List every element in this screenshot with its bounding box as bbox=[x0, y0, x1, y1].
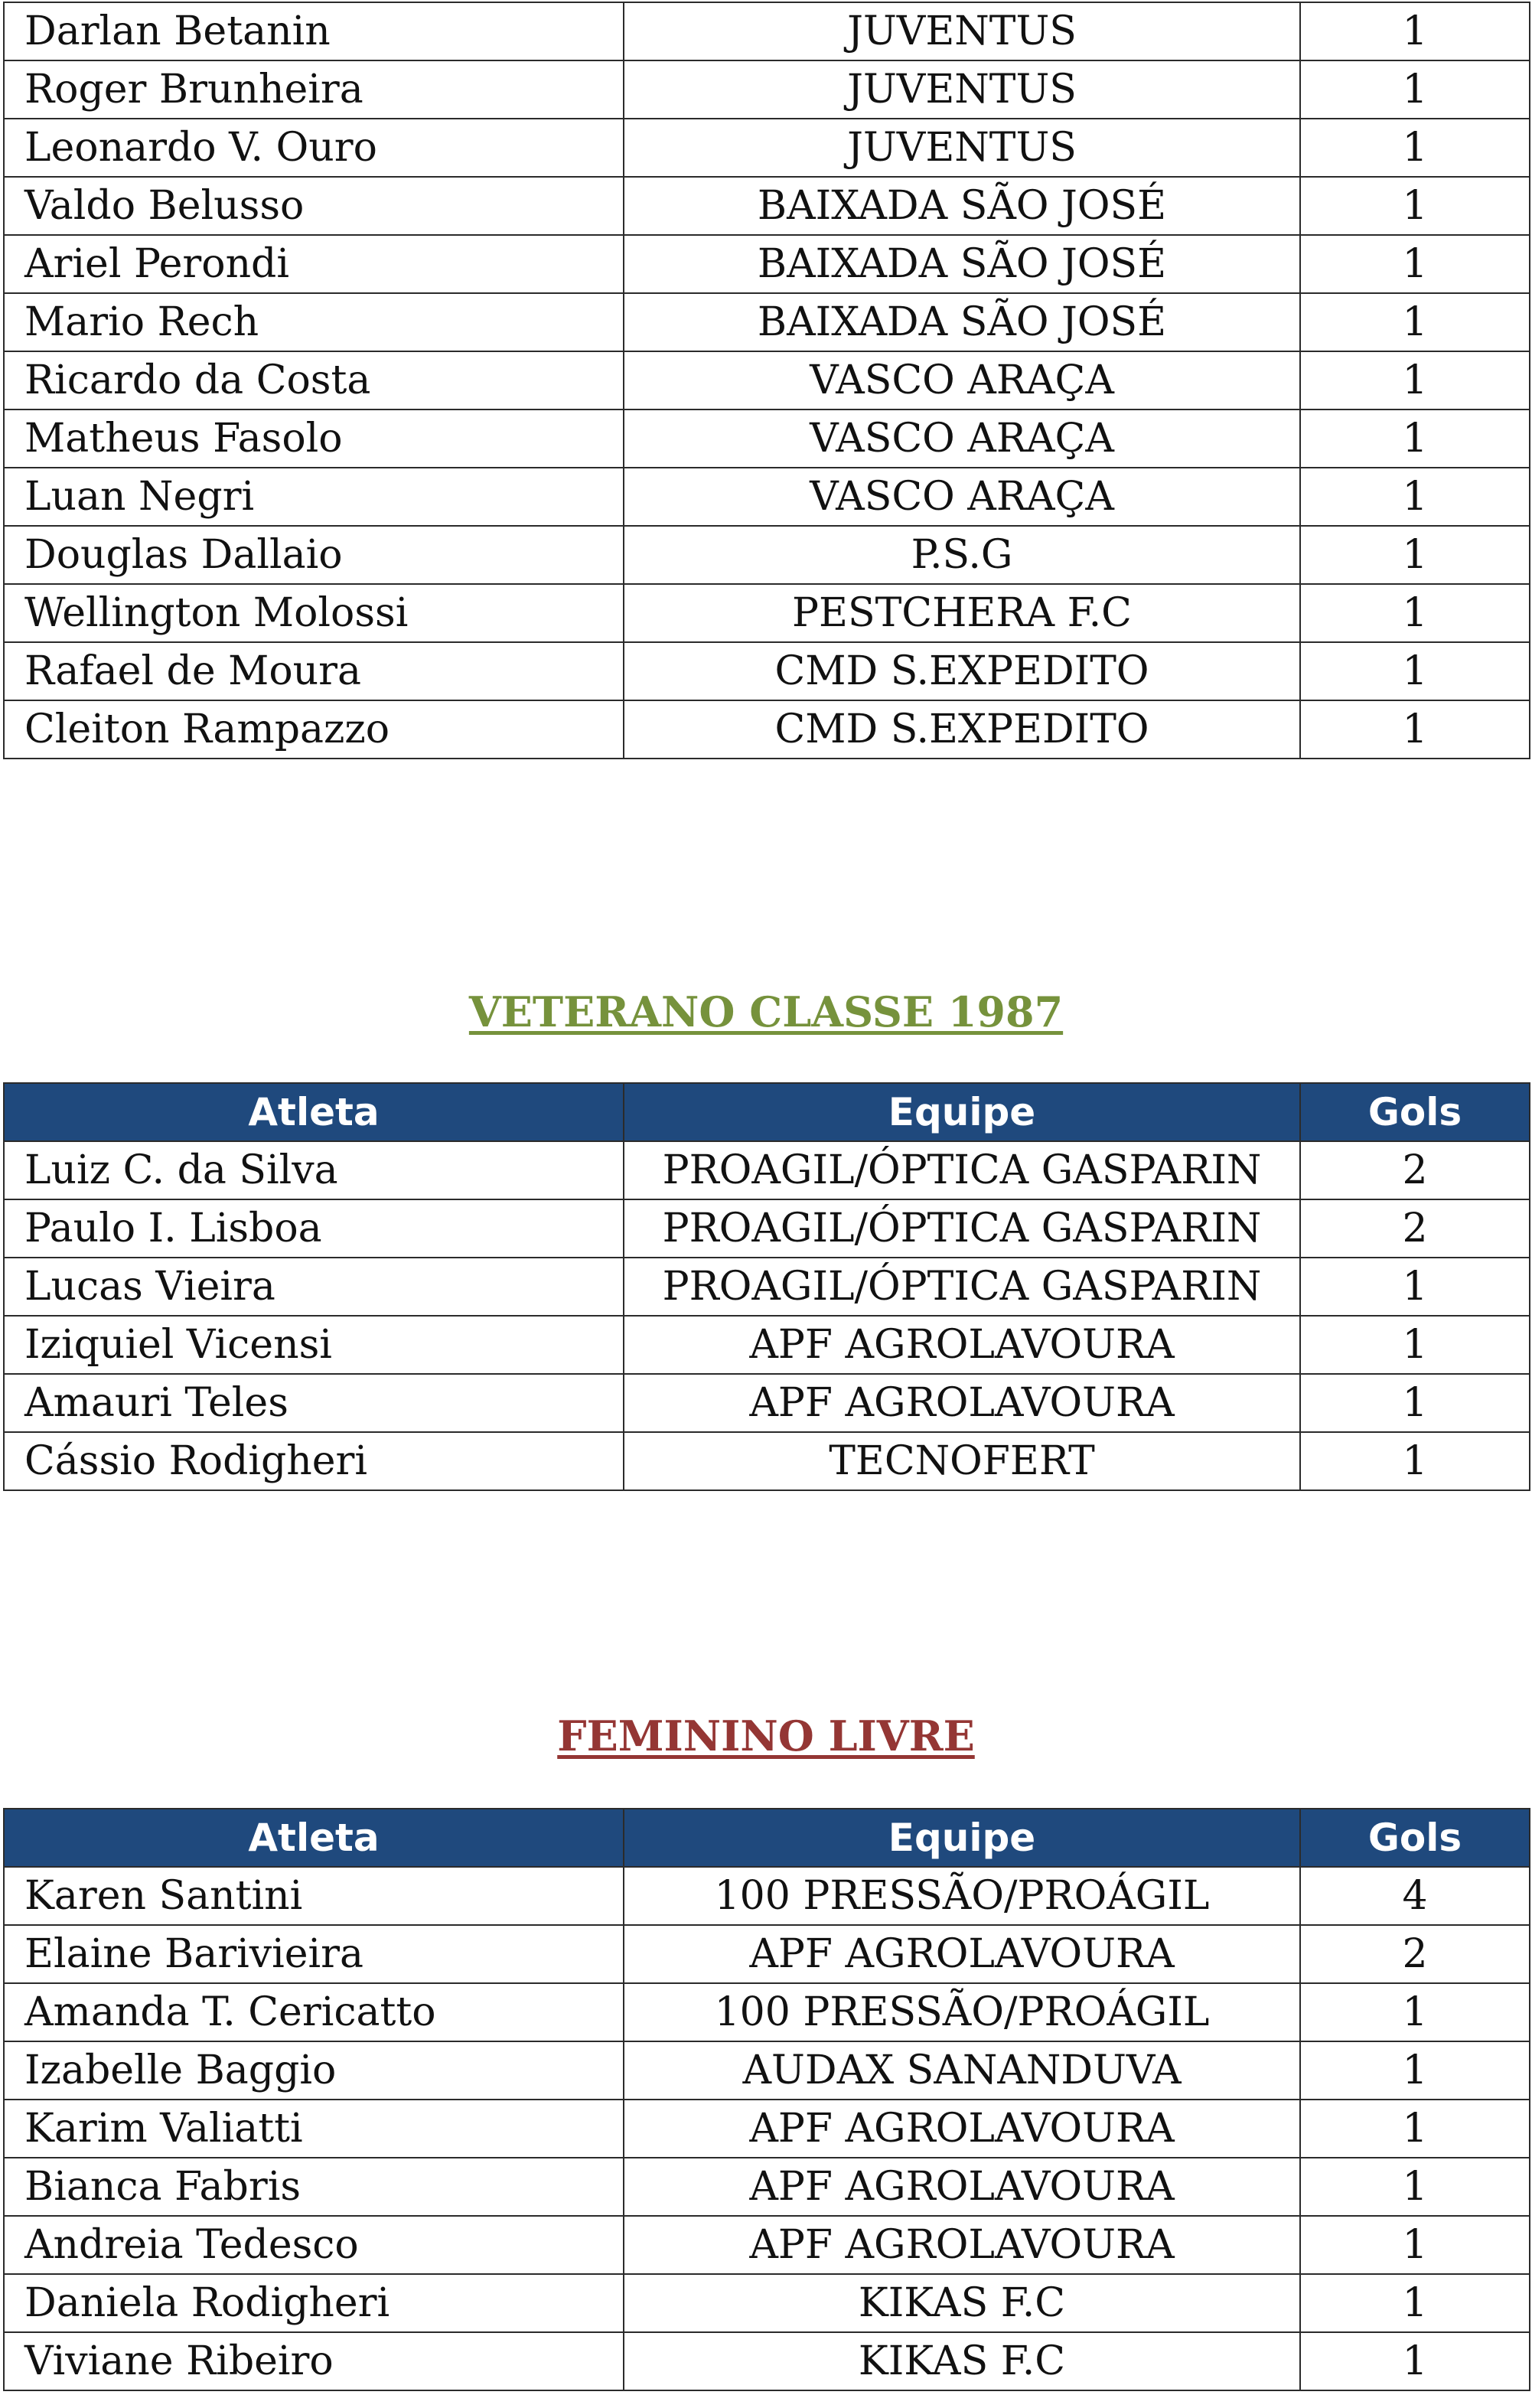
goals-cell: 2 bbox=[1300, 1199, 1530, 1258]
goals-cell: 1 bbox=[1300, 468, 1530, 526]
team-cell: APF AGROLAVOURA bbox=[624, 1374, 1300, 1432]
veterano-section-title: VETERANO CLASSE 1987 bbox=[468, 987, 1064, 1036]
goals-cell: 1 bbox=[1300, 642, 1530, 700]
goals-cell: 1 bbox=[1300, 2100, 1530, 2158]
team-cell: PESTCHERA F.C bbox=[624, 584, 1300, 642]
athlete-name-cell: Amanda T. Cericatto bbox=[4, 1983, 624, 2041]
athlete-name-cell: Daniela Rodigheri bbox=[4, 2274, 624, 2332]
athlete-name-cell: Douglas Dallaio bbox=[4, 526, 624, 584]
table-row bbox=[4, 468, 1530, 526]
table-row bbox=[4, 1432, 1530, 1490]
team-cell: JUVENTUS bbox=[624, 119, 1300, 177]
team-cell: BAIXADA SÃO JOSÉ bbox=[624, 235, 1300, 293]
team-cell: 100 PRESSÃO/PROÁGIL bbox=[624, 1867, 1300, 1925]
table-row bbox=[4, 1258, 1530, 1316]
athlete-name-cell: Mario Rech bbox=[4, 293, 624, 351]
athlete-name-cell: Darlan Betanin bbox=[4, 2, 624, 60]
goals-cell: 1 bbox=[1300, 351, 1530, 409]
goals-cell: 1 bbox=[1300, 293, 1530, 351]
team-cell: APF AGROLAVOURA bbox=[624, 2100, 1300, 2158]
athlete-name-cell: Karim Valiatti bbox=[4, 2100, 624, 2158]
goals-cell: 1 bbox=[1300, 1983, 1530, 2041]
team-cell: APF AGROLAVOURA bbox=[624, 1316, 1300, 1374]
goals-cell: 1 bbox=[1300, 700, 1530, 759]
veterano-scorers-table bbox=[3, 1082, 1530, 1491]
athlete-name-cell: Paulo I. Lisboa bbox=[4, 1199, 624, 1258]
table-row bbox=[4, 293, 1530, 351]
scorers-table-body bbox=[4, 2, 1530, 759]
goals-cell: 1 bbox=[1300, 409, 1530, 468]
athlete-name-cell: Valdo Belusso bbox=[4, 177, 624, 235]
table-row bbox=[4, 235, 1530, 293]
goals-cell: 1 bbox=[1300, 60, 1530, 119]
athlete-name-cell: Ariel Perondi bbox=[4, 235, 624, 293]
goals-cell: 1 bbox=[1300, 526, 1530, 584]
table-row bbox=[4, 2100, 1530, 2158]
goals-cell: 1 bbox=[1300, 1374, 1530, 1432]
table-row bbox=[4, 1867, 1530, 1925]
goals-cell: 2 bbox=[1300, 1925, 1530, 1983]
goals-cell: 2 bbox=[1300, 1141, 1530, 1199]
athlete-name-cell: Roger Brunheira bbox=[4, 60, 624, 119]
goals-cell: 1 bbox=[1300, 119, 1530, 177]
table-row bbox=[4, 2332, 1530, 2390]
team-cell: BAIXADA SÃO JOSÉ bbox=[624, 177, 1300, 235]
athlete-name-cell: Izabelle Baggio bbox=[4, 2041, 624, 2100]
goals-cell: 1 bbox=[1300, 2158, 1530, 2216]
goals-cell: 1 bbox=[1300, 2332, 1530, 2390]
feminino-scorers-table bbox=[3, 1808, 1530, 2391]
team-cell: AUDAX SANANDUVA bbox=[624, 2041, 1300, 2100]
athlete-name-cell: Amauri Teles bbox=[4, 1374, 624, 1432]
table-row bbox=[4, 119, 1530, 177]
table-row bbox=[4, 2216, 1530, 2274]
team-cell: KIKAS F.C bbox=[624, 2332, 1300, 2390]
table-row bbox=[4, 1374, 1530, 1432]
table-row bbox=[4, 1141, 1530, 1199]
athlete-name-cell: Luan Negri bbox=[4, 468, 624, 526]
goals-cell: 1 bbox=[1300, 1258, 1530, 1316]
table-row bbox=[4, 2274, 1530, 2332]
team-cell: VASCO ARAÇA bbox=[624, 409, 1300, 468]
team-cell: VASCO ARAÇA bbox=[624, 468, 1300, 526]
team-cell: PROAGIL/ÓPTICA GASPARIN bbox=[624, 1258, 1300, 1316]
athlete-name-cell: Rafael de Moura bbox=[4, 642, 624, 700]
veterano-table-body bbox=[4, 1141, 1530, 1490]
column-header-athlete: Atleta bbox=[4, 1083, 624, 1141]
scorers-table-continued bbox=[3, 2, 1530, 759]
athlete-name-cell: Viviane Ribeiro bbox=[4, 2332, 624, 2390]
goals-cell: 1 bbox=[1300, 235, 1530, 293]
team-cell: PROAGIL/ÓPTICA GASPARIN bbox=[624, 1199, 1300, 1258]
table-row bbox=[4, 2, 1530, 60]
goals-cell: 1 bbox=[1300, 1432, 1530, 1490]
table-row bbox=[4, 642, 1530, 700]
athlete-name-cell: Leonardo V. Ouro bbox=[4, 119, 624, 177]
team-cell: APF AGROLAVOURA bbox=[624, 1925, 1300, 1983]
table-row bbox=[4, 177, 1530, 235]
table-header-row bbox=[4, 1083, 1530, 1141]
table-row bbox=[4, 409, 1530, 468]
table-row bbox=[4, 2041, 1530, 2100]
column-header-goals: Gols bbox=[1300, 1809, 1530, 1867]
athlete-name-cell: Luiz C. da Silva bbox=[4, 1141, 624, 1199]
table-row bbox=[4, 60, 1530, 119]
team-cell: JUVENTUS bbox=[624, 60, 1300, 119]
team-cell: TECNOFERT bbox=[624, 1432, 1300, 1490]
goals-cell: 1 bbox=[1300, 2216, 1530, 2274]
team-cell: PROAGIL/ÓPTICA GASPARIN bbox=[624, 1141, 1300, 1199]
feminino-section-title: FEMININO LIVRE bbox=[557, 1711, 975, 1760]
team-cell: KIKAS F.C bbox=[624, 2274, 1300, 2332]
column-header-goals: Gols bbox=[1300, 1083, 1530, 1141]
athlete-name-cell: Elaine Barivieira bbox=[4, 1925, 624, 1983]
athlete-name-cell: Bianca Fabris bbox=[4, 2158, 624, 2216]
athlete-name-cell: Matheus Fasolo bbox=[4, 409, 624, 468]
athlete-name-cell: Iziquiel Vicensi bbox=[4, 1316, 624, 1374]
athlete-name-cell: Cássio Rodigheri bbox=[4, 1432, 624, 1490]
athlete-name-cell: Karen Santini bbox=[4, 1867, 624, 1925]
team-cell: CMD S.EXPEDITO bbox=[624, 700, 1300, 759]
goals-cell: 1 bbox=[1300, 1316, 1530, 1374]
table-row bbox=[4, 1316, 1530, 1374]
goals-cell: 1 bbox=[1300, 2, 1530, 60]
team-cell: CMD S.EXPEDITO bbox=[624, 642, 1300, 700]
athlete-name-cell: Ricardo da Costa bbox=[4, 351, 624, 409]
goals-cell: 4 bbox=[1300, 1867, 1530, 1925]
goals-cell: 1 bbox=[1300, 584, 1530, 642]
table-row bbox=[4, 351, 1530, 409]
feminino-table-body bbox=[4, 1867, 1530, 2390]
column-header-team: Equipe bbox=[624, 1083, 1300, 1141]
table-header-row bbox=[4, 1809, 1530, 1867]
goals-cell: 1 bbox=[1300, 177, 1530, 235]
team-cell: 100 PRESSÃO/PROÁGIL bbox=[624, 1983, 1300, 2041]
column-header-athlete: Atleta bbox=[4, 1809, 624, 1867]
table-row bbox=[4, 584, 1530, 642]
goals-cell: 1 bbox=[1300, 2041, 1530, 2100]
team-cell: BAIXADA SÃO JOSÉ bbox=[624, 293, 1300, 351]
team-cell: P.S.G bbox=[624, 526, 1300, 584]
table-row bbox=[4, 2158, 1530, 2216]
team-cell: VASCO ARAÇA bbox=[624, 351, 1300, 409]
athlete-name-cell: Wellington Molossi bbox=[4, 584, 624, 642]
column-header-team: Equipe bbox=[624, 1809, 1300, 1867]
table-row bbox=[4, 1983, 1530, 2041]
table-row bbox=[4, 526, 1530, 584]
team-cell: JUVENTUS bbox=[624, 2, 1300, 60]
table-row bbox=[4, 700, 1530, 759]
table-row bbox=[4, 1199, 1530, 1258]
athlete-name-cell: Lucas Vieira bbox=[4, 1258, 624, 1316]
athlete-name-cell: Cleiton Rampazzo bbox=[4, 700, 624, 759]
table-row bbox=[4, 1925, 1530, 1983]
goals-cell: 1 bbox=[1300, 2274, 1530, 2332]
athlete-name-cell: Andreia Tedesco bbox=[4, 2216, 624, 2274]
team-cell: APF AGROLAVOURA bbox=[624, 2216, 1300, 2274]
team-cell: APF AGROLAVOURA bbox=[624, 2158, 1300, 2216]
